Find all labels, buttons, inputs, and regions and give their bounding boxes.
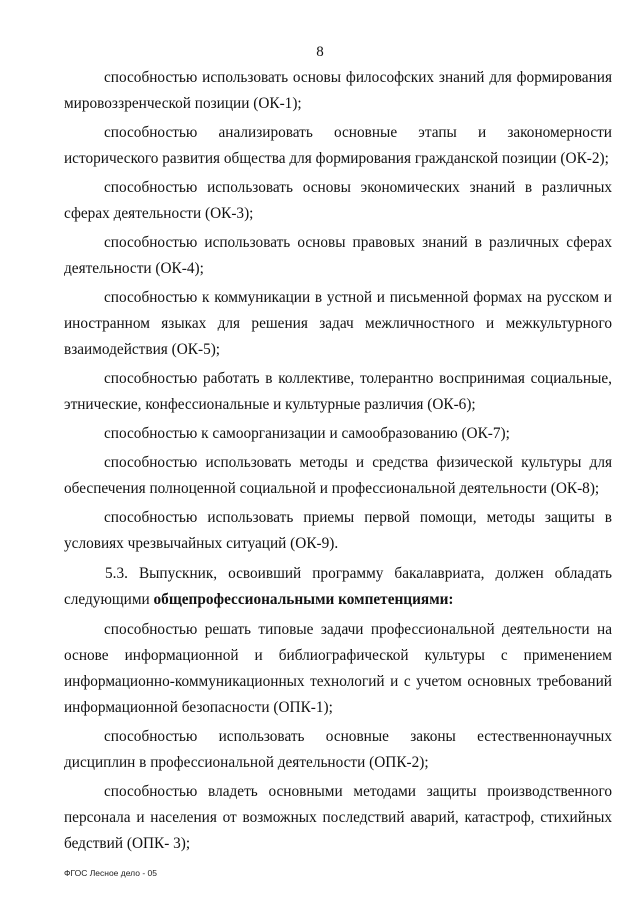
page-number: 8 [316, 44, 324, 60]
competence-ok-2: способностью анализировать основные этапы и закономерности исторического развития общества для формирования гражданской позиции (ОК-2); [64, 124, 612, 167]
section-intro-text: 5.3. Выпускник, освоивший программу бакалавриата, должен обладать следующими [64, 565, 612, 608]
competence-opk-1: способностью решать типовые задачи профессиональной деятельности на основе информационной и библиографической культуры с применением информационно-коммуникационных технологий и с учетом основных требований информационной безопасности (ОПК-1); [64, 621, 612, 716]
competence-ok-8: способностью использовать методы и средства физической культуры для обеспечения полноценной социальной и профессиональной деятельности (ОК-8); [64, 454, 612, 497]
document-footer: ФГОС Лесное дело - 05 [64, 868, 157, 878]
section-intro-bold: общепрофессиональными компетенциями: [153, 591, 454, 608]
competence-ok-5: способностью к коммуникации в устной и письменной формах на русском и иностранном языках для решения задач межличностного и межкультурного взаимодействия (ОК-5); [64, 289, 612, 358]
competence-ok-7: способностью к самоорганизации и самообразованию (ОК-7); [104, 425, 510, 442]
page-body [64, 65, 612, 860]
competence-ok-4: способностью использовать основы правовых знаний в различных сферах деятельности (ОК-4); [64, 234, 612, 277]
competence-ok-9: способностью использовать приемы первой помощи, методы защиты в условиях чрезвычайных ситуаций (ОК-9). [64, 509, 612, 552]
competence-ok-6: способностью работать в коллективе, толерантно воспринимая социальные, этнические, конфессиональные и культурные различия (ОК-6); [64, 370, 612, 413]
competence-opk-3: способностью владеть основными методами защиты производственного персонала и населения от возможных последствий аварий, катастроф, стихийных бедствий (ОПК- 3); [64, 783, 612, 852]
section-5-3-intro [64, 561, 612, 613]
competence-ok-1: способностью использовать основы философских знаний для формирования мировоззренческой позиции (ОК-1); [64, 69, 612, 112]
competence-opk-2: способностью использовать основные законы естественнонаучных дисциплин в профессиональной деятельности (ОПК-2); [64, 728, 612, 771]
competence-ok-3: способностью использовать основы экономических знаний в различных сферах деятельности (ОК-3); [64, 179, 612, 222]
